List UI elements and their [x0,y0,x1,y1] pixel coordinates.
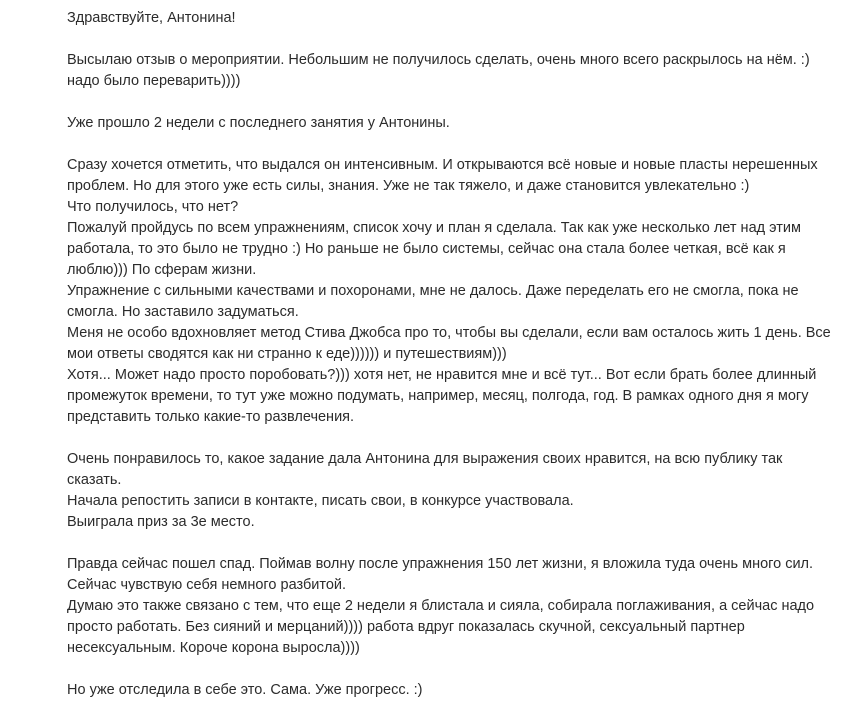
text-line: Уже прошло 2 недели с последнего занятия у Антонины. [67,115,450,131]
text-line: представить только какие-то развлечения. [67,409,355,425]
text-line: Пожалуй пройдусь по всем упражнениям, список хочу и план я сделала. Так как уже несколько лет над этим [67,220,801,236]
text-line: Что получилось, что нет? [67,199,239,215]
text-line: Меня не особо вдохновляет метод Стива Джобса про то, чтобы вы сделали, если вам осталось жить 1 день. Все [67,325,831,341]
text-line: Сразу хочется отметить, что выдался он интенсивным. И открываются всё новые и новые пласты нерешенных [67,157,818,173]
text-line: Начала репостить записи в контакте, писать свои, в конкурсе участвовала. [67,493,574,509]
text-line: работала, то это было не трудно :) Но раньше не было системы, сейчас она стала более четкая, всё как я [67,241,786,257]
text-line: промежуток времени, то тут уже можно подумать, например, месяц, полгода, год. В рамках одного дня я могу [67,388,809,404]
text-line: Выиграла приз за 3е место. [67,514,255,530]
text-line: смогла. Но заставило задуматься. [67,304,299,320]
text-line: Правда сейчас пошел спад. Поймав волну после упражнения 150 лет жизни, я вложила туда очень много сил. [67,556,814,572]
text-line: Очень понравилось то, какое задание дала Антонина для выражения своих нравится, на всю публику так [67,451,783,467]
text-line: Упражнение с сильными качествами и похоронами, мне не далось. Даже переделать его не смогла, пока не [67,283,799,299]
text-line: просто работать. Без сияний и мерцаний)))) работа вдруг показалась скучной, сексуальный партнер [67,619,745,635]
text-line: проблем. Но для этого уже есть силы, знания. Уже не так тяжело, и даже становится увлекательно :) [67,178,750,194]
text-line: Думаю это также связано с тем, что еще 2 недели я блистала и сияла, собирала поглаживания, а сейчас надо [67,598,815,614]
text-line: Но уже отследила в себе это. Сама. Уже прогресс. :) [67,682,423,698]
text-line: Здравствуйте, Антонина! [67,10,236,26]
text-line: Высылаю отзыв о мероприятии. Небольшим не получилось сделать, очень много всего раскрылось на нём. :) [67,52,810,68]
text-line: мои ответы сводятся как ни странно к еде)))))) и путешествиям))) [67,346,507,362]
text-line: люблю))) По сферам жизни. [67,262,257,278]
text-line: надо было переварить)))) [67,73,241,89]
text-line: Хотя... Может надо просто поробовать?))) хотя нет, не нравится мне и всё тут... Вот если брать более длинный [67,367,817,383]
text-line: сказать. [67,472,122,488]
text-line: Сейчас чувствую себя немного разбитой. [67,577,347,593]
text-line: несексуальным. Короче корона выросла)))) [67,640,360,656]
